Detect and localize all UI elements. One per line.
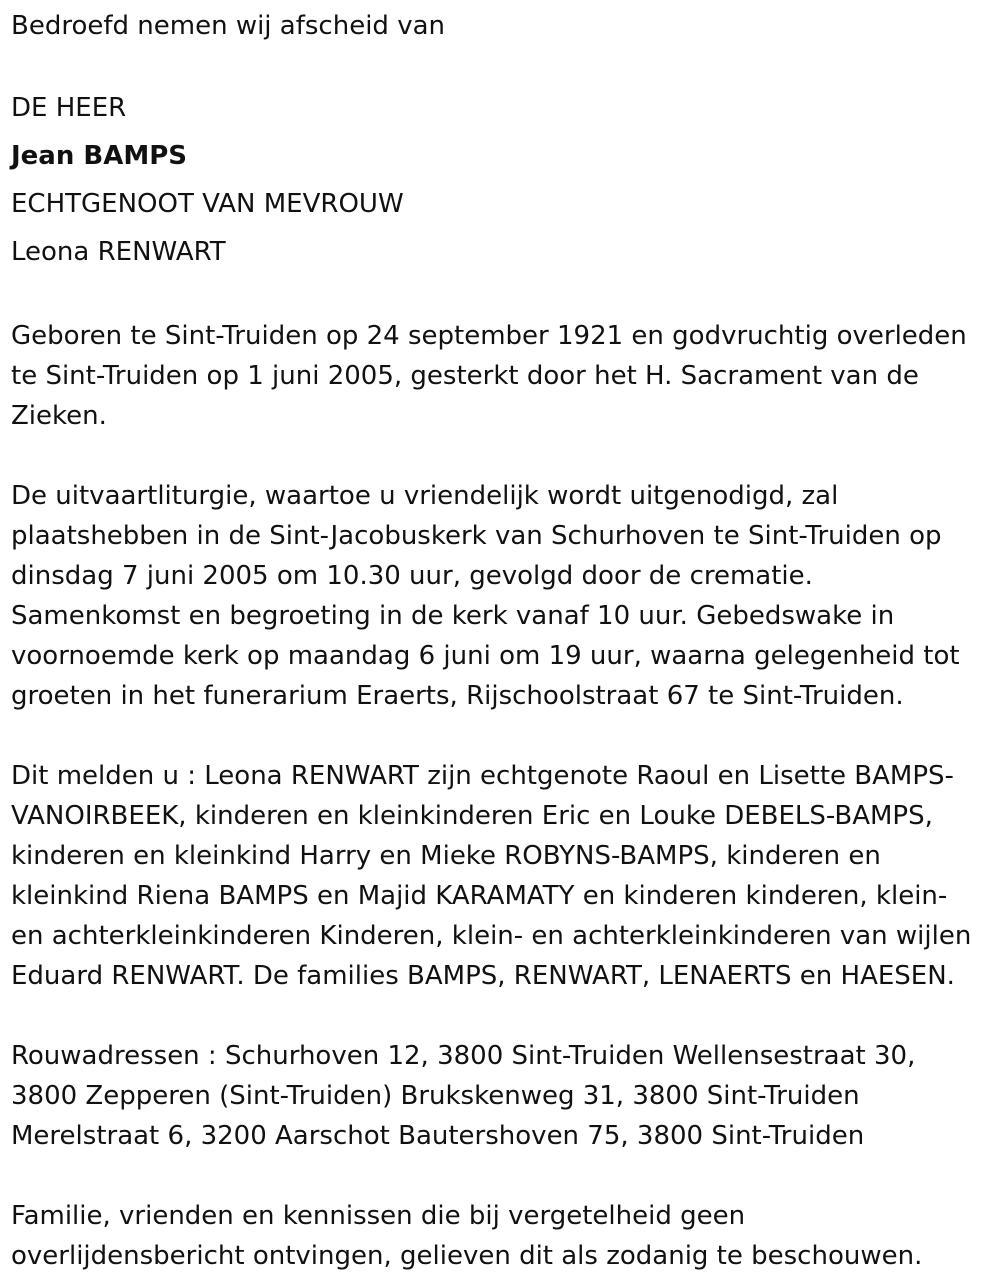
family-paragraph	[11, 756, 990, 996]
family-line: en achterkleinkinderen Kinderen, klein- en achterkleinkinderen van wijlen	[11, 921, 972, 951]
birth-line: Geboren te Sint-Truiden op 24 september 1921 en godvruchtig overleden	[11, 321, 967, 351]
family-line: kleinkind Riena BAMPS en Majid KARAMATY en kinderen kinderen, klein-	[11, 881, 948, 911]
closing-line: overlijdensbericht ontvingen, gelieven dit als zodanig te beschouwen.	[11, 1241, 923, 1271]
address-line: Rouwadressen : Schurhoven 12, 3800 Sint-Truiden Wellensestraat 30,	[11, 1041, 916, 1071]
funeral-line: De uitvaartliturgie, waartoe u vriendelijk wordt uitgenodigd, zal	[11, 481, 839, 511]
address-line: Merelstraat 6, 3200 Aarschot Bautershoven 75, 3800 Sint-Truiden	[11, 1121, 865, 1151]
family-line: kinderen en kleinkind Harry en Mieke ROBYNS-BAMPS, kinderen en	[11, 841, 881, 871]
birth-line: Zieken.	[11, 401, 107, 431]
spouse-prefix: ECHTGENOOT VAN MEVROUW	[11, 189, 404, 219]
funeral-line: groeten in het funerarium Eraerts, Rijschoolstraat 67 te Sint-Truiden.	[11, 681, 904, 711]
funeral-line: Samenkomst en begroeting in de kerk vanaf 10 uur. Gebedswake in	[11, 601, 895, 631]
family-line: Eduard RENWART. De families BAMPS, RENWART, LENAERTS en HAESEN.	[11, 961, 955, 991]
funeral-line: dinsdag 7 juni 2005 om 10.30 uur, gevolgd door de crematie.	[11, 561, 813, 591]
funeral-line: voornoemde kerk op maandag 6 juni om 19 uur, waarna gelegenheid tot	[11, 641, 960, 671]
intro-text: Bedroefd nemen wij afscheid van	[11, 11, 445, 41]
closing-paragraph	[11, 1196, 990, 1276]
family-line: Dit melden u : Leona RENWART zijn echtgenote Raoul en Lisette BAMPS-	[11, 761, 954, 791]
funeral-line: plaatshebben in de Sint-Jacobuskerk van Schurhoven te Sint-Truiden op	[11, 521, 942, 551]
funeral-paragraph	[11, 476, 990, 716]
birth-line: te Sint-Truiden op 1 juni 2005, gesterkt door het H. Sacrament van de	[11, 361, 919, 391]
addresses-paragraph	[11, 1036, 990, 1156]
title-prefix: DE HEER	[11, 93, 127, 123]
spouse-name: Leona RENWART	[11, 237, 226, 267]
birth-paragraph	[11, 316, 990, 436]
deceased-name: Jean BAMPS	[11, 141, 188, 171]
closing-line: Familie, vrienden en kennissen die bij vergetelheid geen	[11, 1201, 746, 1231]
address-line: 3800 Zepperen (Sint-Truiden) Brukskenweg 31, 3800 Sint-Truiden	[11, 1081, 860, 1111]
family-line: VANOIRBEEK, kinderen en kleinkinderen Eric en Louke DEBELS-BAMPS,	[11, 801, 933, 831]
